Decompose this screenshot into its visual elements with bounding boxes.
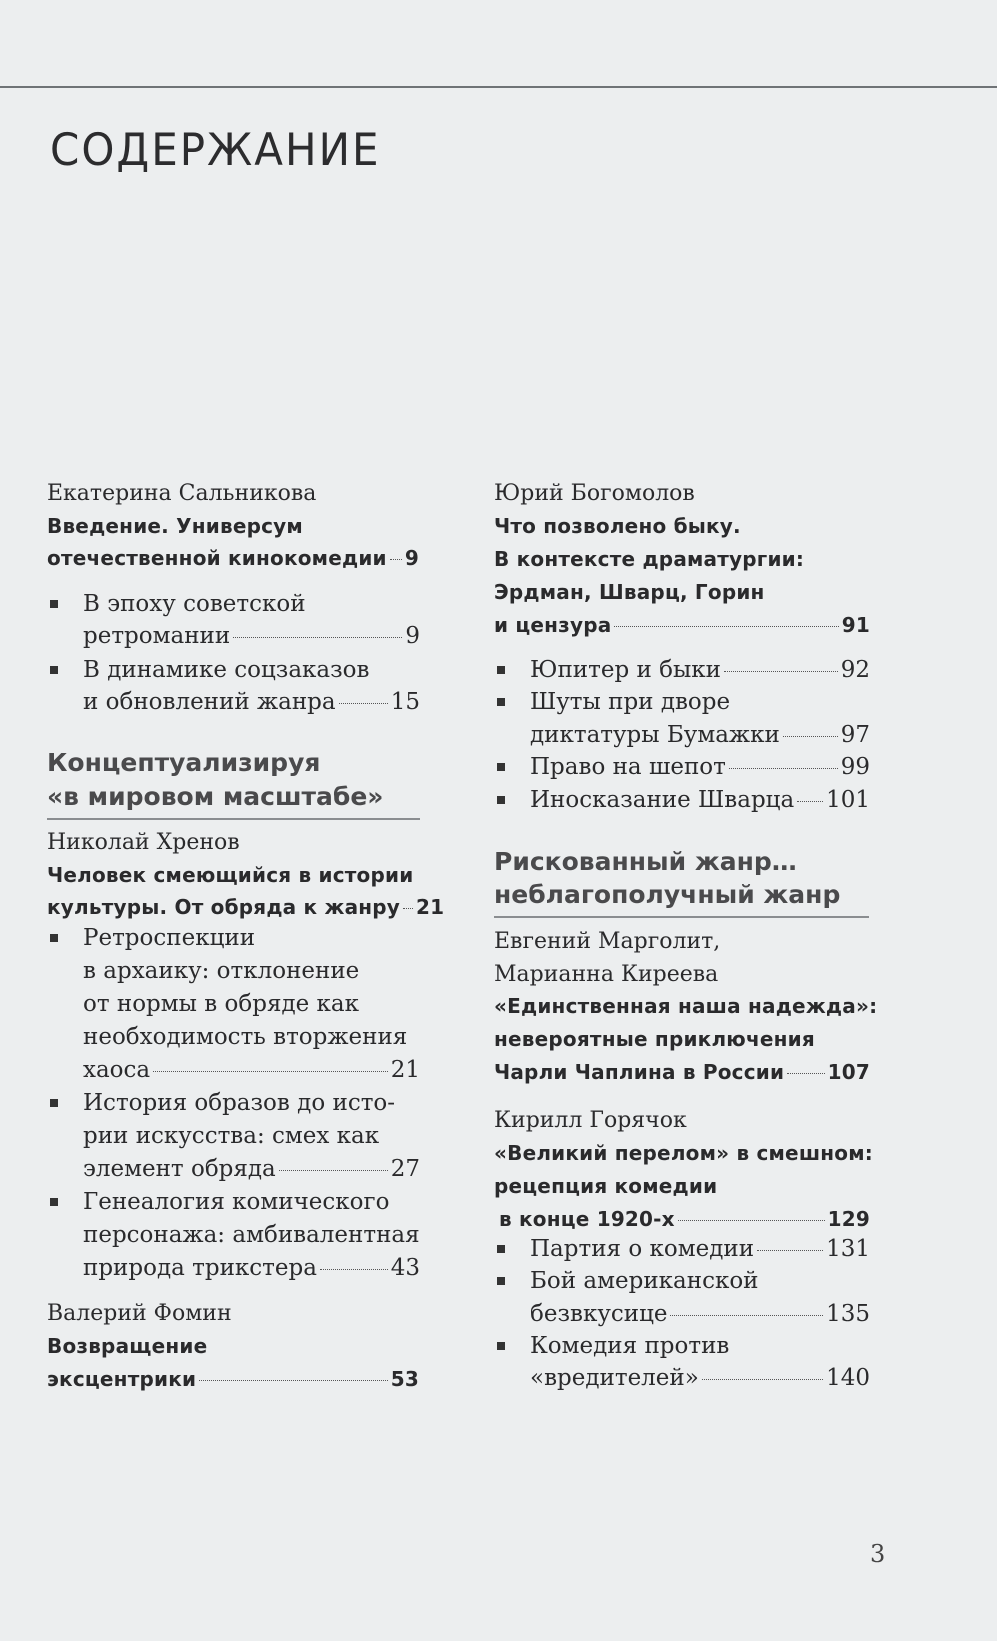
author-name: Николай Хренов [47,830,240,855]
chapter-title: и цензура [494,613,612,637]
chapter-title: рецепция комедии [494,1174,718,1198]
dot-leader [279,1170,388,1171]
subsection-label: персонажа: амбивалентная [83,1222,420,1248]
toc-entry[interactable] [494,751,870,784]
subsection-label: от нормы в обряде как [83,991,360,1017]
subsection-label: в архаику: отклонение [83,958,360,984]
subsection-item: Шуты при дворе [494,686,730,719]
subsection-label: безвкусице [530,1301,668,1327]
toc-entry[interactable] [83,620,420,653]
dot-leader [670,1315,823,1316]
author-name: Екатерина Сальникова [47,481,317,506]
section-heading: Концептуализируя [47,748,321,777]
subsection-label: Партия о комедии [530,1236,755,1262]
section-heading: неблагополучный жанр [494,880,841,909]
dot-leader [702,1379,823,1380]
chapter-title: культуры. От обряда к жанру [47,895,401,919]
subsection-item: История образов до исто- [47,1087,395,1120]
dot-leader [729,768,838,769]
chapter-title: эксцентрики [47,1367,197,1391]
section-rule [47,818,420,820]
author-name: Кирилл Горячок [494,1108,687,1133]
subsection-item: Ретроспекции [47,922,255,955]
page-title: СОДЕРЖАНИЕ [50,124,381,176]
toc-entry[interactable] [499,1203,870,1236]
page-ref: 99 [840,754,870,780]
chapter-title: в конце 1920-х [499,1207,675,1231]
page-ref: 107 [827,1060,870,1084]
toc-entry[interactable] [530,1298,870,1331]
toc-entry[interactable] [47,891,445,924]
page-ref: 91 [841,613,870,637]
chapter-title: «Единственная наша надежда»: [494,994,878,1018]
chapter-title: Человек смеющийся в истории [47,863,414,887]
author-name: Юрий Богомолов [494,481,695,506]
chapter-title: отечественной кинокомедии [47,546,387,570]
subsection-item: В эпоху советской [47,588,306,621]
chapter-title: В контексте драматургии: [494,547,805,571]
chapter-title: Чарли Чаплина в России [494,1060,785,1084]
toc-entry[interactable] [83,1054,420,1087]
page-ref: 92 [840,657,870,683]
toc-entry[interactable] [83,686,420,719]
subsection-item: Генеалогия комического [47,1186,389,1219]
chapter-title: Эрдман, Шварц, Горин [494,580,765,604]
dot-leader [339,703,388,704]
page-ref: 9 [404,546,419,570]
dot-leader [787,1073,824,1074]
subsection-label: «вредителей» [530,1365,699,1391]
author-name: Евгений Марголит, [494,929,721,954]
page-ref: 15 [390,689,420,715]
dot-leader [724,671,838,672]
page-ref: 129 [827,1207,870,1231]
author-name: Марианна Киреева [494,962,719,987]
toc-entry[interactable] [494,784,870,817]
dot-leader [614,626,838,627]
section-heading: Рискованный жанр… [494,847,797,876]
subsection-label: природа трикстера [83,1255,317,1281]
subsection-label: Юпитер и быки [530,657,721,683]
dot-leader [403,908,413,909]
page-ref: 101 [826,787,870,813]
author-name: Валерий Фомин [47,1301,232,1326]
toc-entry[interactable] [530,1362,870,1395]
subsection-item: Комедия против [494,1330,729,1363]
subsection-label: диктатуры Бумажки [530,722,780,748]
page-ref: 135 [826,1301,870,1327]
subsection-label: необходимость вторжения [83,1024,408,1050]
toc-entry[interactable] [530,719,870,752]
page-ref: 9 [405,623,420,649]
page-ref: 97 [840,722,870,748]
page-number: 3 [870,1540,886,1568]
toc-entry[interactable] [83,1153,420,1186]
toc-entry[interactable] [494,654,870,687]
toc-entry[interactable] [494,1056,870,1089]
page-ref: 43 [390,1255,420,1281]
page-ref: 131 [826,1236,870,1262]
page-ref: 21 [390,1057,420,1083]
page-ref: 21 [416,895,445,919]
subsection-label: Иносказание Шварца [530,787,795,813]
toc-entry[interactable] [47,1363,419,1396]
chapter-title: Что позволено быку. [494,514,741,538]
dot-leader [199,1380,388,1381]
chapter-title: Возвращение [47,1334,208,1358]
subsection-label: хаоса [83,1057,151,1083]
page-ref: 53 [390,1367,419,1391]
subsection-item: В динамике соцзаказов [47,654,369,687]
page-ref: 140 [826,1365,870,1391]
subsection-label: элемент обряда [83,1156,276,1182]
chapter-title: невероятные приключения [494,1027,815,1051]
section-rule [494,916,869,918]
dot-leader [233,637,402,638]
subsection-item: Бой американской [494,1265,759,1298]
top-rule [0,86,997,88]
subsection-label: и обновлений жанра [83,689,336,715]
page-ref: 27 [390,1156,420,1182]
dot-leader [678,1220,825,1221]
dot-leader [320,1269,388,1270]
dot-leader [757,1250,823,1251]
toc-entry[interactable] [47,542,419,575]
dot-leader [390,559,402,560]
section-heading: «в мировом масштабе» [47,782,384,811]
toc-entry[interactable] [494,1233,870,1266]
subsection-label: рии искусства: смех как [83,1123,380,1149]
dot-leader [797,801,823,802]
dot-leader [153,1071,388,1072]
toc-entry[interactable] [83,1252,420,1285]
chapter-title: «Великий перелом» в смешном: [494,1141,873,1165]
chapter-title: Введение. Универсум [47,514,303,538]
subsection-label: Право на шепот [530,754,726,780]
dot-leader [783,736,838,737]
subsection-label: ретромании [83,623,231,649]
toc-entry[interactable] [494,609,870,642]
